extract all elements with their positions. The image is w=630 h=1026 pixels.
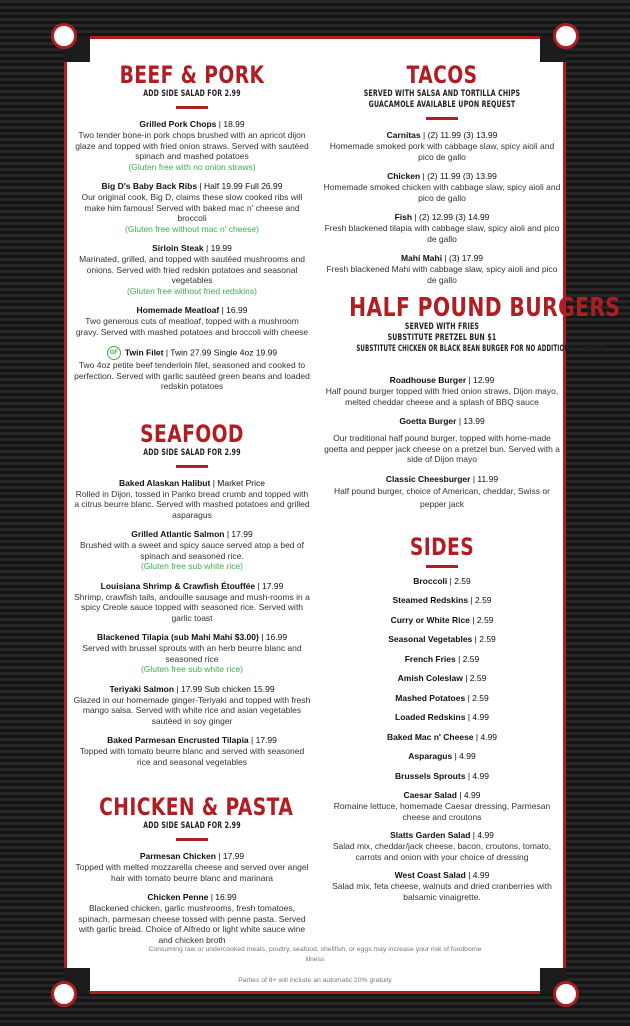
section-rule: [176, 465, 208, 468]
item-description: Topped with melted mozzarella cheese and served over angel hair with tomato beurre blanc and marinara: [75, 862, 309, 883]
item-description: Blackened chicken, garlic mushrooms, fresh tomatoes, spinach, parmesan cheese tossed with penne pasta. Served with garlic bread. Choice of Alfredo or light white sauce wine and chicken broth: [78, 903, 306, 945]
salad-item: [323, 870, 561, 902]
item-price: | 4.99: [459, 790, 481, 800]
left-column: [73, 39, 311, 954]
gratuity-note: Parties of 8+ will include an automatic 20% gratuity: [238, 977, 392, 984]
section-rule: [176, 838, 208, 841]
item-description: Salad mix, feta cheese, walnuts and dried cranberries with balsamic vinaigrette.: [332, 881, 552, 902]
gluten-free-badge-icon: GF: [107, 346, 121, 360]
item-price: | 12.99: [468, 375, 495, 385]
side-item: [323, 732, 561, 743]
menu-item: [73, 851, 311, 883]
item-name: Chicken: [387, 171, 421, 181]
menu-item: [73, 892, 311, 945]
item-price: | 4.99: [454, 751, 476, 761]
item-name: Baked Alaskan Halibut: [119, 477, 211, 488]
item-name: Brussels Sprouts: [395, 770, 466, 781]
item-description: Brushed with a sweet and spicy sauce served atop a bed of spinach and seasoned rice.: [80, 540, 304, 561]
item-name: Seasonal Vegetables: [388, 634, 473, 644]
menu-item: [73, 119, 311, 172]
item-price: | Market Price: [212, 477, 265, 488]
item-name: Big D's Baby Back Ribs: [101, 181, 198, 191]
item-name: Twin Filet: [124, 347, 164, 358]
item-description: Two generous cuts of meatloaf, topped with a mushroom gravy. Served with mashed potatoes and broccoli with cheese: [75, 316, 309, 337]
section-subtitle: ADD SIDE SALAD FOR 2.99: [143, 821, 241, 831]
item-price: | 2.59: [474, 634, 496, 644]
section-subtitle: SUBSTITUTE CHICKEN OR BLACK BEAN BURGER FOR NO ADDITIONAL CHARGE: [356, 344, 606, 354]
menu-item: [323, 416, 561, 465]
item-description: Our traditional half pound burger, topped with home-made goetta and pepper jack cheese on a pretzel bun. Served with a side of Dijon mayo: [324, 433, 560, 464]
item-name: Goetta Burger: [399, 416, 457, 426]
item-price: | 2.59: [470, 595, 492, 605]
item-name: Grilled Pork Chops: [139, 119, 217, 129]
menu-panel: [64, 36, 621, 994]
item-name: Fish: [394, 212, 413, 222]
item-description: Two 4oz petite beef tenderloin filet, seasoned and cooked to perfection. Served with garlic sautéed green beans and loaded redskin potatoes: [74, 360, 310, 391]
item-description: Topped with tomato beurre blanc and served with seasoned rice and seasonal vegetables: [79, 746, 305, 767]
item-price: | 16.99: [210, 892, 237, 902]
side-item: [323, 751, 561, 762]
item-price: | (3) 17.99: [444, 253, 484, 263]
item-price: | 18.99: [218, 119, 245, 129]
section-subtitle: ADD SIDE SALAD FOR 2.99: [143, 89, 241, 99]
sides-section: [323, 533, 561, 903]
menu-item: [73, 529, 311, 572]
item-price: | 4.99: [475, 731, 498, 742]
item-price: | (2) 11.99 (3) 13.99: [423, 130, 498, 140]
section-rule: [426, 565, 458, 568]
item-price: | 17.99 Sub chicken 15.99: [176, 683, 275, 694]
item-name: Mashed Potatoes: [395, 692, 466, 703]
item-description: Fresh blackened Mahi with cabbage slaw, spicy aioli and pico de gallo: [326, 264, 558, 285]
item-name: Louisiana Shrimp & Crawfish Étouffée: [100, 580, 256, 591]
item-description: Half pound burger, choice of American, cheddar, Swiss or pepper jack: [334, 485, 550, 509]
item-name: Curry or White Rice: [390, 614, 470, 625]
section-title: SEAFOOD: [140, 419, 244, 448]
item-price: | 2.59: [465, 673, 487, 683]
item-name: Carnitas: [386, 130, 421, 140]
menu-item: [73, 305, 311, 337]
item-price: | 2.59: [472, 614, 494, 625]
section-subtitle: SERVED WITH SALSA AND TORTILLA CHIPS: [363, 89, 521, 99]
side-item: [323, 615, 561, 626]
menu-item: [73, 181, 311, 234]
item-name: Caesar Salad: [403, 790, 457, 800]
item-description: Shrimp, crawfish tails, andouille sausage and mush-rooms in a spicy Creole sauce topped with seasoned rice. Served with garlic toast: [74, 591, 310, 623]
item-price: | 16.99: [221, 305, 248, 315]
menu-item: [73, 684, 311, 727]
item-price: | 4.99: [472, 830, 494, 840]
item-name: Broccoli: [413, 575, 448, 586]
menu-item: [323, 474, 561, 511]
gluten-free-note: (Gluten free sub white rice): [140, 561, 244, 571]
right-column: [323, 39, 621, 911]
item-name: Classic Cheesburger: [385, 473, 471, 484]
item-price: | 19.99: [206, 243, 232, 253]
item-name: French Fries: [404, 653, 456, 664]
item-price: | 2.59: [458, 653, 480, 664]
menu-item: [323, 253, 561, 285]
item-price: | 17.99: [218, 851, 245, 861]
item-description: Served with brussel sprouts with an herb beurre blanc and seasoned rice: [82, 643, 302, 664]
menu-item: [323, 375, 561, 407]
item-name: Homemade Meatloaf: [136, 305, 220, 315]
section-subtitle: ADD SIDE SALAD FOR 2.99: [143, 447, 241, 458]
tacos-section: [323, 61, 561, 285]
item-price: | 2.59: [467, 692, 489, 703]
item-name: Roadhouse Burger: [389, 375, 467, 385]
item-price: | 4.99: [468, 870, 490, 880]
item-name: West Coast Salad: [394, 870, 466, 880]
menu-item: [323, 130, 561, 162]
item-name: Baked Parmesan Encrusted Tilapia: [107, 735, 249, 745]
item-price: | Twin 27.99 Single 4oz 19.99: [165, 347, 278, 358]
item-price: | 11.99: [472, 473, 499, 484]
item-description: Salad mix, cheddar/jack cheese, bacon, croutons, tomato, carrots and onion with your choice of dressing: [332, 841, 552, 862]
item-price: | 16.99: [261, 632, 288, 642]
section-subtitle: GUACAMOLE AVAILABLE UPON REQUEST: [368, 100, 516, 110]
item-name: Teriyaki Salmon: [109, 683, 175, 694]
menu-item: [73, 581, 311, 624]
item-price: | 4.99: [467, 712, 489, 722]
item-description: Two tender bone-in pork chops brushed with an apricot dijon glaze and topped with fried onion straws. Served with sautéed spinach and mashed potatoes: [75, 130, 309, 161]
item-name: Loaded Redskins: [395, 712, 466, 722]
side-item: [323, 634, 561, 645]
side-item: [323, 576, 561, 587]
item-price: | (2) 11.99 (3) 13.99: [422, 171, 497, 181]
item-price: | 17.99: [226, 529, 253, 539]
section-subtitle: SERVED WITH FRIES: [404, 322, 480, 332]
gluten-free-note: (Gluten free without fried redskins): [127, 285, 257, 296]
item-name: Chicken Penne: [147, 892, 209, 902]
raw-food-warning: Consuming raw or undercooked meats, poultry, seafood, shellfish, or eggs may increase your risk of foodborne illness: [148, 946, 482, 963]
item-price: | 17.99: [257, 580, 284, 591]
item-price: | Half 19.99 Full 26.99: [199, 181, 283, 191]
item-name: Steamed Redskins: [392, 595, 469, 605]
menu-item: [73, 632, 311, 675]
section-subtitle: SUBSTITUTE PRETZEL BUN $1: [387, 333, 497, 343]
item-name: Baked Mac n' Cheese: [386, 731, 474, 742]
item-name: Parmesan Chicken: [139, 851, 216, 861]
side-item: [323, 595, 561, 606]
item-price: | 2.59: [449, 575, 471, 586]
side-item: [323, 712, 561, 723]
item-name: Blackened Tilapia (sub Mahi Mahi $3.00): [96, 632, 259, 642]
section-title: SIDES: [409, 532, 475, 561]
item-description: Romaine lettuce, homemade Caesar dressing, Parmesan cheese and croutons: [333, 801, 551, 822]
item-name: Slatts Garden Salad: [390, 830, 471, 840]
chicken-pasta-section: [73, 793, 311, 945]
side-item: [323, 673, 561, 684]
menu-item: [73, 735, 311, 767]
item-price: | 4.99: [467, 770, 489, 781]
beef-pork-section: [73, 61, 311, 392]
item-name: Amish Coleslaw: [397, 673, 463, 683]
item-price: | 13.99: [458, 416, 485, 426]
item-description: Marinated, grilled, and topped with sautéed mushrooms and onions. Served with fried redskin potatoes and seasonal vegetables: [79, 254, 305, 285]
section-title: HALF POUND BURGERS: [349, 293, 621, 323]
item-description: Rolled in Dijon, tossed in Panko bread crumb and topped with a citrus beurre blanc. Served with mashed potatoes and grilled asparagus: [74, 488, 310, 520]
item-price: | 17.99: [251, 735, 277, 745]
section-title: TACOS: [406, 61, 478, 89]
item-price: | (2) 12.99 (3) 14.99: [414, 212, 490, 222]
section-title: CHICKEN & PASTA: [99, 793, 294, 821]
section-rule: [426, 117, 458, 120]
item-name: Mahi Mahi: [400, 253, 443, 263]
item-description: Homemade smoked chicken with cabbage slaw, spicy aioli and pico de gallo: [323, 182, 561, 203]
menu-item: [323, 171, 561, 203]
menu-item: [73, 243, 311, 296]
gluten-free-note: (Gluten free sub white rice): [140, 664, 244, 674]
menu-item: [73, 346, 311, 392]
burgers-section: [323, 293, 621, 511]
item-name: Asparagus: [408, 751, 453, 761]
item-description: Half pound burger topped with fried onion straws, Dijon mayo, melted cheddar cheese and a splash of BBQ sauce: [325, 386, 559, 407]
menu-item: [323, 212, 561, 244]
item-description: Fresh blackened tilapia with cabbage slaw, spicy aioli and pico de gallo: [324, 223, 560, 244]
seafood-section: [73, 420, 311, 768]
salad-item: [323, 790, 561, 822]
item-description: Glazed in our homemade ginger-Teriyaki and topped with fresh mango salsa. Served with white rice and asian vegetables sautéed in soy ginger: [73, 694, 311, 726]
side-item: [323, 771, 561, 782]
gluten-free-note: (Gluten free with no onion straws): [128, 161, 256, 172]
salad-item: [323, 830, 561, 862]
side-item: [323, 654, 561, 665]
item-description: Homemade smoked pork with cabbage slaw, spicy aioli and pico de gallo: [329, 141, 555, 162]
menu-item: [73, 478, 311, 521]
side-item: [323, 693, 561, 704]
section-title: BEEF & PORK: [119, 61, 265, 89]
item-description: Our original cook, Big D, claims these slow cooked ribs will make him famous! Served with baked mac n' cheese and broccoli: [81, 192, 303, 223]
gluten-free-note: (Gluten free without mac n' cheese): [125, 223, 259, 234]
item-name: Sirloin Steak: [152, 243, 204, 253]
item-name: Grilled Atlantic Salmon: [131, 529, 225, 539]
section-rule: [176, 106, 208, 109]
